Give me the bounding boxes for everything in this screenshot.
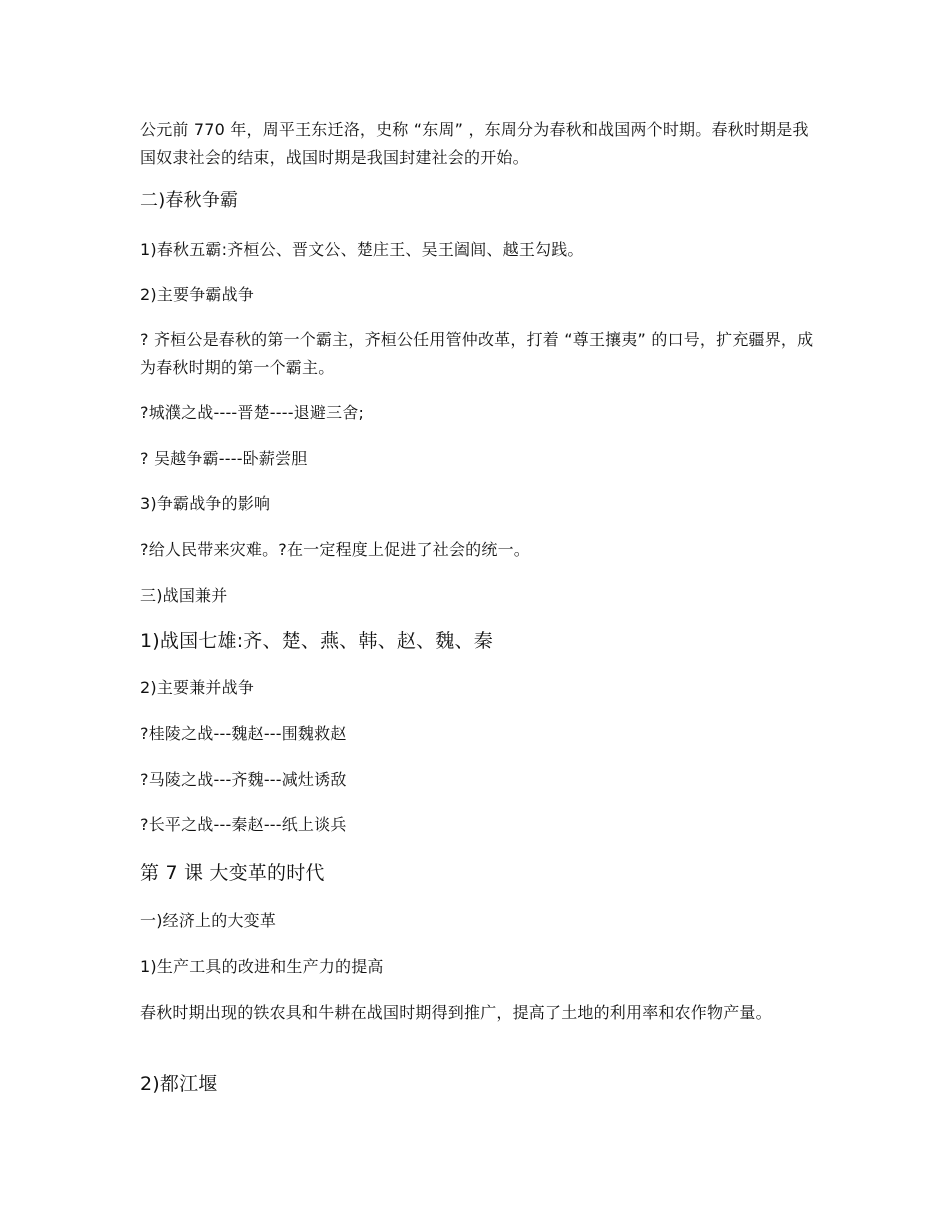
war-impact-line: ?给人民带来灾难。?在一定程度上促进了社会的统一。 [140,540,530,559]
lesson-7-title: 第 7 课 大变革的时代 [140,862,325,884]
seven-warring-states-line: 1)战国七雄:齐、楚、燕、韩、赵、魏、秦 [140,630,493,652]
dujiangyan-heading: 2)都江堰 [140,1073,218,1095]
chengpu-battle-line: ?城濮之战----晋楚----退避三舍; [140,403,365,422]
war-impact-heading: 3)争霸战争的影响 [140,494,271,513]
maling-battle-line: ?马陵之战---齐魏---减灶诱敌 [140,770,347,789]
five-hegemons-line: 1)春秋五霸:齐桓公、晋文公、楚庄王、吴王阖闾、越王勾践。 [140,240,584,259]
economic-change-heading: 一)经济上的大变革 [140,911,277,930]
changping-battle-line: ?长平之战---秦赵---纸上谈兵 [140,815,347,834]
qi-huangong-paragraph: ? 齐桓公是春秋的第一个霸主，齐桓公任用管仲改革，打着 “尊王攘夷” 的口号，扩充疆界，成为春秋时期的第一个霸主。 [140,330,814,377]
guiling-battle-line: ?桂陵之战---魏赵---围魏救赵 [140,724,347,743]
wu-yue-line: ? 吴越争霸----卧薪尝胆 [140,449,308,468]
section-heading-chunqiu: 二)春秋争霸 [140,190,239,211]
section-heading-zhanguo: 三)战国兼并 [140,586,228,605]
annexation-wars-heading: 2)主要兼并战争 [140,678,255,697]
iron-tools-paragraph: 春秋时期出现的铁农具和牛耕在战国时期得到推广，提高了土地的利用率和农作物产量。 [140,1003,772,1022]
production-tools-heading: 1)生产工具的改进和生产力的提高 [140,957,384,976]
hegemony-wars-heading: 2)主要争霸战争 [140,285,255,304]
intro-paragraph: 公元前 770 年，周平王东迁洛，史称 “东周” ，东周分为春秋和战国两个时期。春秋时期是我国奴隶社会的结束，战国时期是我国封建社会的开始。 [140,120,809,167]
